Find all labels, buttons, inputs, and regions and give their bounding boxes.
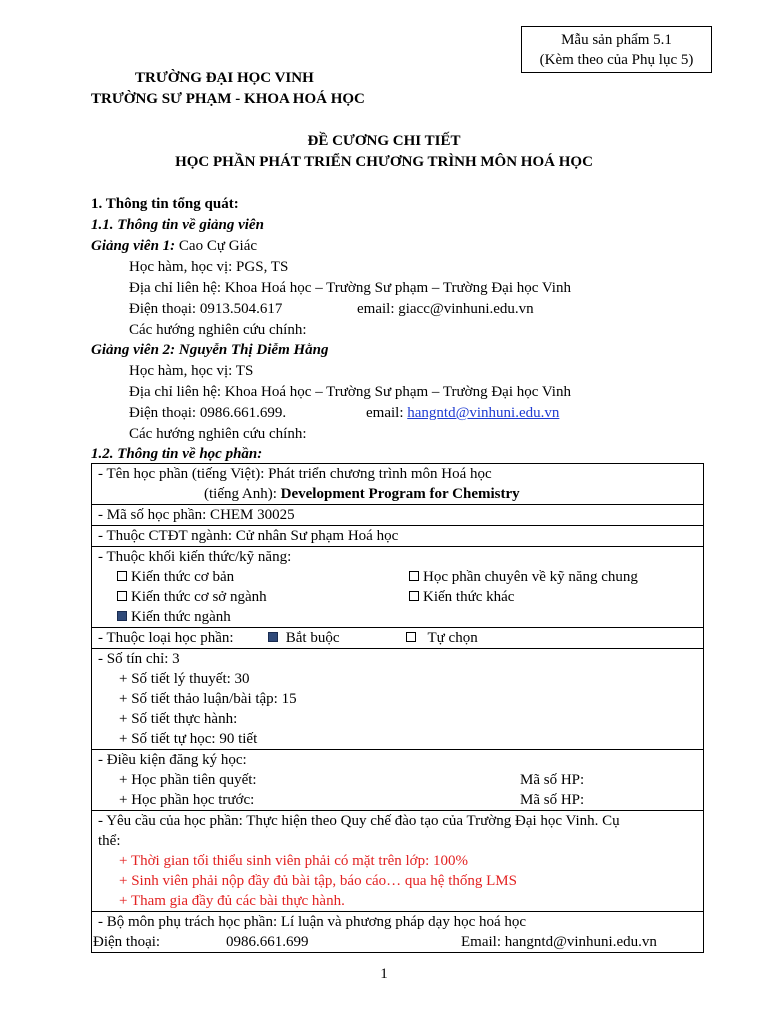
conditions-label: - Điều kiện đăng ký học: [98, 752, 247, 768]
course-type-label: - Thuộc loại học phần: [98, 630, 234, 646]
checkbox-icon[interactable] [409, 591, 419, 601]
credits: - Số tín chỉ: 3 [98, 651, 180, 667]
lecturer-1-label: Giảng viên 1: [91, 238, 176, 254]
lecturer-1-address: Địa chỉ liên hệ: Khoa Hoá học – Trường Sư phạm – Trường Đại học Vinh [129, 280, 571, 296]
course-name-cell [92, 464, 704, 505]
requirement-attendance: + Thời gian tối thiểu sinh viên phải có mặt trên lớp: 100% [119, 853, 468, 869]
lecturer-2-email-label: email: [366, 405, 408, 421]
appendix-note: (Kèm theo của Phụ lục 5) [539, 52, 694, 68]
prior-course: + Học phần học trước: [119, 792, 255, 808]
course-code: - Mã số học phần: CHEM 30025 [92, 505, 704, 526]
document-title: ĐỀ CƯƠNG CHI TIẾT [307, 133, 461, 149]
course-program: - Thuộc CTĐT ngành: Cử nhân Sư phạm Hoá học [92, 526, 704, 547]
course-title: HỌC PHẦN PHÁT TRIỂN CHƯƠNG TRÌNH MÔN HOÁ HỌC [175, 154, 593, 170]
lecturer-2-label: Giảng viên 2: Nguyễn Thị Diễm Hằng [91, 342, 329, 358]
department: - Bộ môn phụ trách học phần: Lí luận và phương pháp dạy học hoá học [98, 914, 527, 930]
knowledge-block-row [98, 587, 703, 607]
lecturer-1-email: email: giacc@vinhuni.edu.vn [357, 301, 534, 317]
table-row [92, 811, 704, 912]
table-row [92, 912, 704, 953]
requirements-cell [92, 811, 704, 912]
prerequisite: + Học phần tiên quyết: [119, 772, 257, 788]
sample-product-label: Mẫu sản phẩm 5.1 [561, 32, 672, 48]
checkbox-icon[interactable] [406, 632, 416, 642]
table-row [92, 526, 704, 547]
knowledge-block-row [98, 607, 703, 627]
knowledge-block-cell [92, 547, 704, 628]
requirement-submission: + Sinh viên phải nộp đầy đủ bài tập, báo cáo… qua hệ thống LMS [119, 873, 517, 889]
theory-hours: + Số tiết lý thuyết: 30 [119, 671, 250, 687]
university-name: TRƯỜNG ĐẠI HỌC VINH [135, 70, 314, 86]
department-cell [92, 912, 704, 953]
lecturer-1-name: Cao Cự Giác [175, 238, 258, 254]
practice-hours: + Số tiết thực hành: [119, 711, 238, 727]
requirements: - Yêu cầu của học phần: Thực hiện theo Quy chế đào tạo của Trường Đại học Vinh. Cụ [98, 813, 620, 829]
conditions-cell [92, 750, 704, 811]
discussion-hours: + Số tiết thảo luận/bài tập: 15 [119, 691, 297, 707]
checked-checkbox-icon[interactable] [117, 611, 127, 621]
subsection-lecturer-info: 1.1. Thông tin về giảng viên [91, 217, 264, 233]
sample-product-box [521, 26, 712, 73]
table-row [92, 649, 704, 750]
type-required[interactable]: Bắt buộc [268, 628, 340, 648]
lecturer-2-address: Địa chỉ liên hệ: Khoa Hoá học – Trường Sư phạm – Trường Đại học Vinh [129, 384, 571, 400]
block-basic[interactable]: Kiến thức cơ bản [117, 567, 234, 587]
self-study-hours: + Số tiết tự học: 90 tiết [119, 731, 258, 747]
requirements-cont: thể: [98, 833, 121, 849]
lecturer-2-phone: Điện thoại: 0986.661.699. [129, 405, 287, 421]
table-row [92, 750, 704, 811]
checkbox-icon[interactable] [117, 571, 127, 581]
table-row [92, 628, 704, 649]
course-info-table [91, 463, 704, 953]
course-name-en-label: (tiếng Anh): [204, 486, 281, 502]
lecturer-2-email [366, 403, 559, 423]
lecturer-1 [91, 236, 257, 256]
checkbox-icon[interactable] [409, 571, 419, 581]
lecturer-1-title: Học hàm, học vị: PGS, TS [129, 259, 289, 275]
table-row [92, 464, 704, 505]
course-name-en-line [98, 484, 703, 504]
department-phone: 0986.661.699 [226, 934, 309, 950]
credits-cell [92, 649, 704, 750]
table-row [92, 547, 704, 628]
checked-checkbox-icon[interactable] [268, 632, 278, 642]
prior-course-code: Mã số HP: [520, 792, 585, 808]
section-heading: 1. Thông tin tổng quát: [91, 196, 239, 212]
block-major[interactable]: Kiến thức ngành [117, 607, 231, 627]
knowledge-block-label: - Thuộc khối kiến thức/kỹ năng: [98, 549, 292, 565]
block-foundation[interactable]: Kiến thức cơ sở ngành [117, 587, 267, 607]
faculty-name: TRƯỜNG SƯ PHẠM - KHOA HOÁ HỌC [91, 91, 365, 107]
knowledge-block-row [98, 567, 703, 587]
type-elective[interactable]: Tự chọn [406, 628, 478, 648]
block-other[interactable]: Kiến thức khác [409, 587, 514, 607]
table-row [92, 505, 704, 526]
lecturer-1-research: Các hướng nghiên cứu chính: [129, 322, 307, 338]
course-type-cell [92, 628, 704, 649]
checkbox-icon[interactable] [117, 591, 127, 601]
lecturer-2-email-link[interactable]: hangntd@vinhuni.edu.vn [407, 405, 560, 421]
course-name-vi: - Tên học phần (tiếng Việt): Phát triển chương trình môn Hoá học [98, 466, 492, 482]
course-name-en: Development Program for Chemistry [280, 486, 520, 502]
department-phone-label: Điện thoại: [93, 934, 161, 950]
prerequisite-code: Mã số HP: [520, 772, 585, 788]
department-email: Email: hangntd@vinhuni.edu.vn [461, 934, 657, 950]
lecturer-1-phone: Điện thoại: 0913.504.617 [129, 301, 283, 317]
lecturer-2-title: Học hàm, học vị: TS [129, 363, 254, 379]
page-number: 1 [380, 966, 388, 982]
lecturer-2-research: Các hướng nghiên cứu chính: [129, 426, 307, 442]
subsection-course-info: 1.2. Thông tin về học phần: [91, 446, 263, 462]
block-general-skills[interactable]: Học phần chuyên về kỹ năng chung [409, 567, 638, 587]
requirement-practice: + Tham gia đầy đủ các bài thực hành. [119, 893, 345, 909]
